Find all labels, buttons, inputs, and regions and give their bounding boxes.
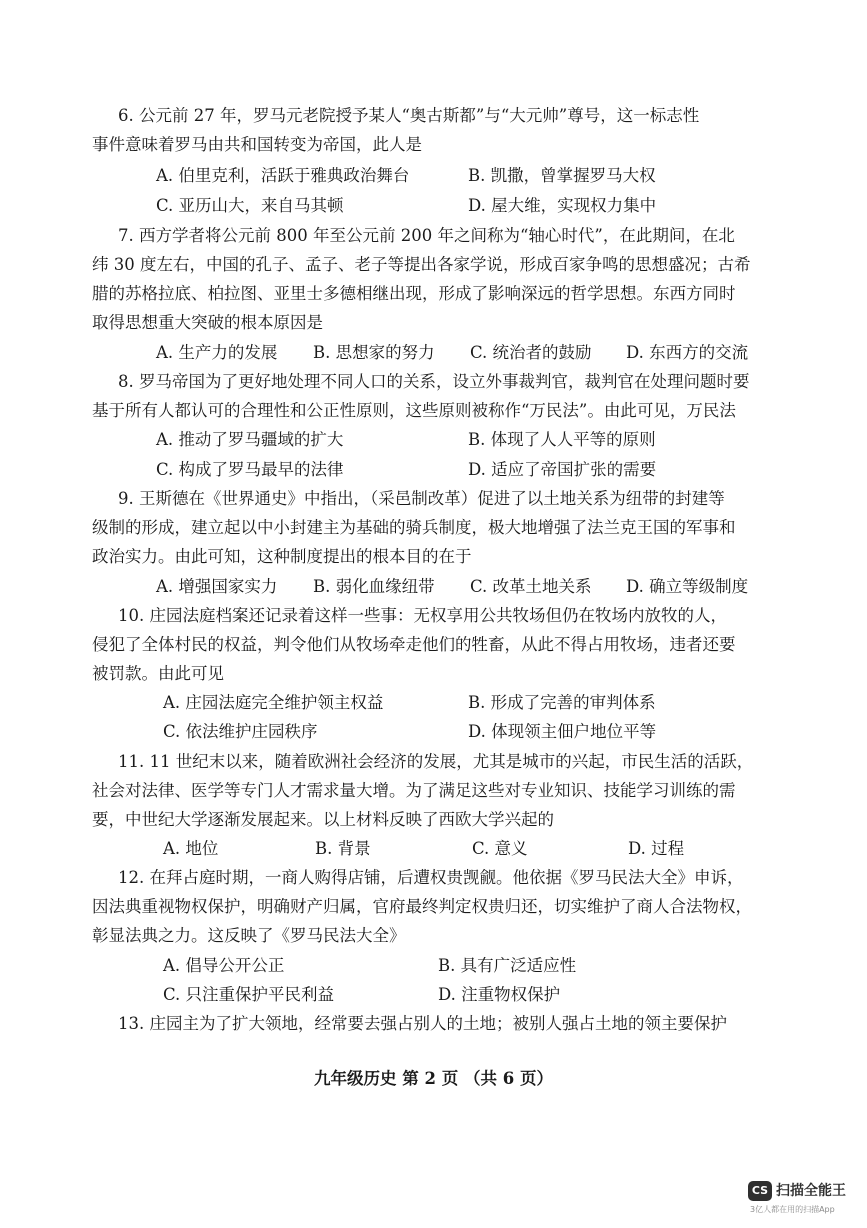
q10-option-c: C. 依法维护庄园秩序 bbox=[163, 722, 318, 741]
q7-stem-line3: 腊的苏格拉底、柏拉图、亚里士多德相继出现，形成了影响深远的哲学思想。东西方同时 bbox=[92, 284, 736, 303]
q10-option-d: D. 体现领主佃户地位平等 bbox=[468, 722, 657, 741]
q13-stem-line1: 13. 庄园主为了扩大领地，经常要去强占别人的土地；被别人强占土地的领主要保护 bbox=[118, 1014, 727, 1033]
q12-option-a: A. 倡导公开公正 bbox=[163, 956, 285, 975]
q9-option-a: A. 增强国家实力 bbox=[156, 577, 278, 596]
q6-option-d: D. 屋大维，实现权力集中 bbox=[468, 196, 657, 215]
q7-option-d: D. 东西方的交流 bbox=[626, 343, 749, 362]
q8-option-a: A. 推动了罗马疆域的扩大 bbox=[156, 430, 344, 449]
q8-stem-line2: 基于所有人都认可的合理性和公正性原则，这些原则被称作“万民法”。由此可见，万民法 bbox=[92, 401, 736, 420]
q10-option-a: A. 庄园法庭完全维护领主权益 bbox=[163, 693, 384, 712]
q7-stem-line4: 取得思想重大突破的根本原因是 bbox=[92, 313, 323, 332]
q9-stem-line2: 级制的形成，建立起以中小封建主为基础的骑兵制度，极大地增强了法兰克王国的军事和 bbox=[92, 518, 736, 537]
q9-stem-line1: 9. 王斯德在《世界通史》中指出，（采邑制改革）促进了以土地关系为纽带的封建等 bbox=[118, 489, 725, 508]
watermark-name: 扫描全能王 bbox=[776, 1183, 846, 1199]
q12-stem-line1: 12. 在拜占庭时期，一商人购得店铺，后遭权贵觊觎。他依据《罗马民法大全》申诉， bbox=[118, 868, 744, 887]
q9-option-b: B. 弱化血缘纽带 bbox=[313, 577, 435, 596]
q8-option-c: C. 构成了罗马最早的法律 bbox=[156, 460, 344, 479]
q10-stem-line3: 被罚款。由此可见 bbox=[92, 664, 224, 683]
q12-option-c: C. 只注重保护平民利益 bbox=[163, 985, 335, 1004]
scanner-watermark bbox=[748, 1181, 860, 1221]
watermark-subtitle: 3亿人都在用的扫描App bbox=[750, 1205, 835, 1214]
q11-option-b: B. 背景 bbox=[315, 839, 371, 858]
q8-stem-line1: 8. 罗马帝国为了更好地处理不同人口的关系，设立外事裁判官，裁判官在处理问题时要 bbox=[118, 372, 750, 391]
q12-stem-line2: 因法典重视物权保护，明确财产归属，官府最终判定权贵归还，切实维护了商人合法物权， bbox=[92, 897, 752, 916]
q6-option-b: B. 凯撒，曾掌握罗马大权 bbox=[468, 166, 656, 185]
page-footer: 九年级历史 第 2 页 （共 6 页） bbox=[314, 1069, 553, 1088]
q10-stem-line2: 侵犯了全体村民的权益，判令他们从牧场牵走他们的牲畜，从此不得占用牧场，违者还要 bbox=[92, 635, 736, 654]
q8-option-b: B. 体现了人人平等的原则 bbox=[468, 430, 656, 449]
q11-stem-line3: 要，中世纪大学逐渐发展起来。以上材料反映了西欧大学兴起的 bbox=[92, 810, 554, 829]
q9-option-d: D. 确立等级制度 bbox=[626, 577, 749, 596]
q6-stem-line1: 6. 公元前 27 年，罗马元老院授予某人“奥古斯都”与“大元帅”尊号，这一标志性 bbox=[118, 106, 700, 125]
q12-option-d: D. 注重物权保护 bbox=[438, 985, 561, 1004]
q9-stem-line3: 政治实力。由此可知，这种制度提出的根本目的在于 bbox=[92, 547, 472, 566]
camscanner-logo-icon: CS bbox=[748, 1181, 772, 1201]
q7-option-b: B. 思想家的努力 bbox=[313, 343, 435, 362]
q9-option-c: C. 改革土地关系 bbox=[470, 577, 592, 596]
q12-stem-line3: 彰显法典之力。这反映了《罗马民法大全》 bbox=[92, 926, 406, 945]
q11-stem-line1: 11. 11 世纪末以来，随着欧洲社会经济的发展，尤其是城市的兴起，市民生活的活跃， bbox=[118, 752, 754, 771]
q12-option-b: B. 具有广泛适应性 bbox=[438, 956, 577, 975]
q11-option-a: A. 地位 bbox=[163, 839, 219, 858]
q6-option-a: A. 伯里克利，活跃于雅典政治舞台 bbox=[156, 166, 410, 185]
q7-stem-line2: 纬 30 度左右，中国的孔子、孟子、老子等提出各家学说，形成百家争鸣的思想盛况；古希 bbox=[92, 255, 751, 274]
q8-option-d: D. 适应了帝国扩张的需要 bbox=[468, 460, 657, 479]
q11-option-c: C. 意义 bbox=[472, 839, 528, 858]
q6-stem-line2: 事件意味着罗马由共和国转变为帝国，此人是 bbox=[92, 135, 422, 154]
q7-option-c: C. 统治者的鼓励 bbox=[470, 343, 592, 362]
q10-stem-line1: 10. 庄园法庭档案还记录着这样一些事：无权享用公共牧场但仍在牧场内放牧的人， bbox=[118, 606, 727, 625]
q10-option-b: B. 形成了完善的审判体系 bbox=[468, 693, 656, 712]
q11-stem-line2: 社会对法律、医学等专门人才需求量大增。为了满足这些对专业知识、技能学习训练的需 bbox=[92, 781, 736, 800]
q7-option-a: A. 生产力的发展 bbox=[156, 343, 278, 362]
q7-stem-line1: 7. 西方学者将公元前 800 年至公元前 200 年之间称为“轴心时代”，在此期间，在北 bbox=[118, 226, 735, 245]
q6-option-c: C. 亚历山大，来自马其顿 bbox=[156, 196, 344, 215]
q11-option-d: D. 过程 bbox=[628, 839, 685, 858]
